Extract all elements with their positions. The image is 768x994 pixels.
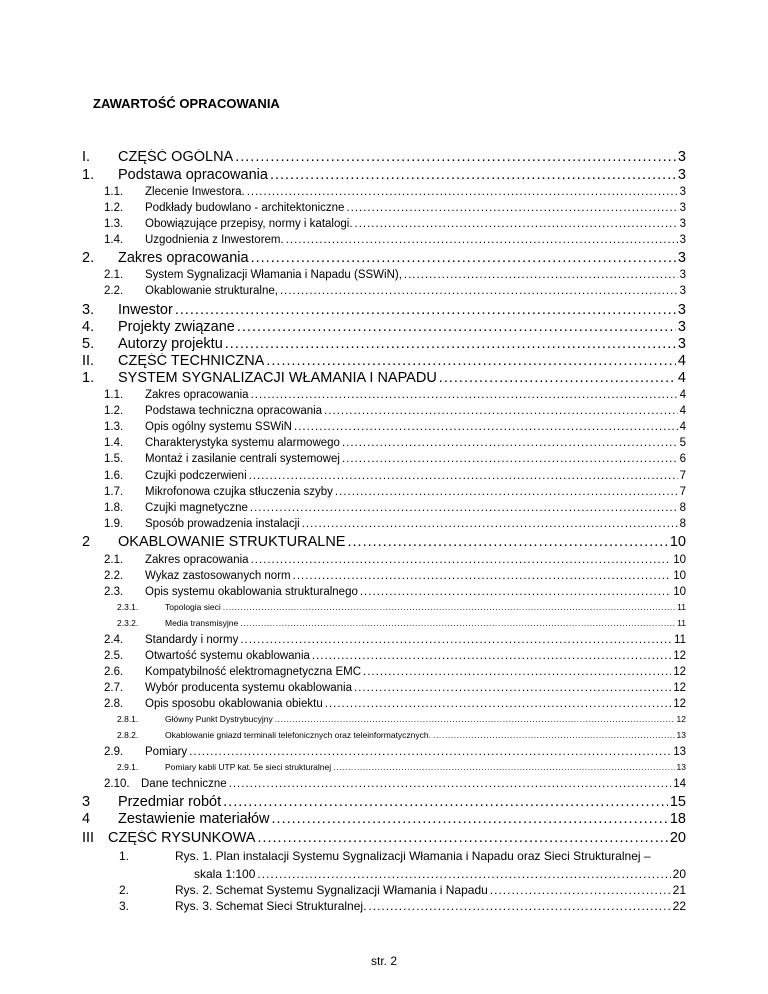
toc-entry-number: 1.4. [104, 234, 124, 246]
toc-entry-title: Media transmisyjne [165, 618, 239, 628]
toc-dot-leader [251, 250, 676, 266]
toc-entry-page-number: 12 [673, 650, 686, 662]
toc-entry-title: skala 1:100 [194, 867, 256, 881]
toc-entry-number: 3. [119, 899, 130, 913]
toc-entry-page-number: 12 [673, 666, 686, 678]
toc-dot-leader [355, 218, 678, 230]
toc-entry-page-number: 7 [679, 486, 686, 498]
toc-entry[interactable] [104, 650, 686, 662]
toc-entry-page-number: 13 [673, 746, 686, 758]
toc-entry-number: 2.10. [104, 778, 130, 790]
toc-entry-number: 1.3. [104, 421, 124, 433]
toc-entry-page-number: 7 [679, 470, 686, 482]
toc-entry-title: Rys. 3. Schemat Sieci Strukturalnej. [175, 899, 367, 913]
toc-entry-number: 2.9. [104, 746, 124, 758]
toc-entry-number: 2.2. [104, 570, 124, 582]
toc-entry[interactable] [82, 336, 686, 352]
toc-entry-title: Rys. 1. Plan instalacji Systemu Sygnalizacji Włamania i Napadu oraz Sieci Strukturalnej – [175, 849, 651, 863]
toc-dot-leader [368, 899, 670, 913]
toc-entry-title: Inwestor [118, 302, 173, 318]
toc-entry-number: 2.8. [104, 698, 124, 710]
toc-dot-leader [293, 570, 672, 582]
toc-dot-leader [439, 370, 676, 386]
toc-entry[interactable] [104, 453, 686, 465]
toc-entry[interactable] [104, 682, 686, 694]
toc-entry-number: 2.7. [104, 682, 124, 694]
toc-dot-leader [225, 336, 676, 352]
toc-entry-page-number: 4 [679, 421, 686, 433]
toc-dot-leader [325, 698, 671, 710]
toc-entry-page-number: 20 [672, 867, 686, 881]
toc-entry-page-number: 15 [669, 794, 686, 810]
toc-entry-title: Opis sposobu okablowania obiektu [145, 698, 323, 710]
toc-dot-leader [347, 534, 667, 550]
toc-dot-leader [250, 502, 678, 514]
toc-entry-page-number: 5 [679, 437, 686, 449]
toc-entry[interactable] [119, 849, 686, 863]
toc-entry-title: Czujki magnetyczne [145, 502, 248, 514]
toc-entry-number: 4 [82, 811, 91, 827]
toc-entry-page-number: 6 [679, 453, 686, 465]
toc-entry-number: 2.3. [104, 586, 124, 598]
toc-dot-leader [346, 202, 677, 214]
toc-entry-page-number: 10 [673, 570, 686, 582]
toc-dot-leader [251, 389, 678, 401]
toc-entry[interactable] [104, 186, 686, 198]
toc-entry-page-number: 4 [677, 353, 686, 369]
toc-entry[interactable] [82, 534, 686, 550]
toc-dot-leader [229, 778, 672, 790]
toc-entry[interactable] [82, 149, 686, 165]
toc-dot-leader [235, 149, 676, 165]
toc-entry-title: Opis systemu okablowania strukturalnego [145, 586, 358, 598]
toc-dot-leader [360, 586, 671, 598]
toc-dot-leader [363, 666, 671, 678]
toc-entry-title: System Sygnalizacji Włamania i Napadu (SSWiN), [145, 269, 402, 281]
toc-entry[interactable] [82, 830, 686, 846]
toc-entry[interactable] [82, 167, 686, 183]
toc-entry[interactable] [104, 470, 686, 482]
toc-entry-page-number: 8 [679, 518, 686, 530]
toc-entry-number: I. [82, 149, 91, 165]
toc-entry-number: 5. [82, 336, 95, 352]
toc-entry-page-number: 22 [672, 899, 686, 913]
toc-dot-leader [294, 421, 678, 433]
toc-entry[interactable] [82, 370, 686, 386]
toc-dot-leader [324, 405, 678, 417]
toc-entry-title: Uzgodnienia z Inwestorem. [145, 234, 284, 246]
toc-entry-number: 1. [119, 849, 130, 863]
toc-entry-title: CZĘŚĆ RYSUNKOWA [108, 830, 256, 846]
toc-entry-number: 2.5. [104, 650, 124, 662]
toc-dot-leader [223, 602, 675, 612]
toc-entry-title: SYSTEM SYGNALIZACJI WŁAMANIA I NAPADU [118, 370, 437, 386]
toc-entry-title: Charakterystyka systemu alarmowego [145, 437, 340, 449]
toc-dot-leader [404, 269, 678, 281]
toc-entry-number: 4. [82, 319, 95, 335]
toc-entry-title: Okablowanie gniazd terminali telefonicznych oraz teleinformatycznych. [165, 730, 431, 740]
toc-entry-page-number: 12 [673, 698, 686, 710]
toc-entry-title: Dane techniczne [141, 778, 227, 790]
toc-dot-leader [175, 302, 676, 318]
toc-entry-page-number: 3 [679, 218, 686, 230]
toc-dot-leader [249, 470, 678, 482]
toc-entry[interactable] [117, 618, 686, 628]
toc-entry-number: 2.3.1. [117, 602, 139, 612]
toc-entry-title: Zakres opracowania [145, 389, 249, 401]
toc-entry[interactable] [104, 405, 686, 417]
toc-entry[interactable] [82, 302, 686, 318]
toc-entry-title: Standardy i normy [145, 634, 239, 646]
toc-dot-leader [189, 746, 671, 758]
toc-dot-leader [240, 634, 672, 646]
toc-dot-leader [333, 762, 674, 772]
toc-entry-page-number: 12 [673, 682, 686, 694]
toc-entry[interactable] [119, 883, 686, 897]
toc-entry[interactable] [119, 867, 686, 881]
toc-entry-page-number: 21 [672, 883, 686, 897]
toc-entry[interactable] [82, 811, 686, 827]
toc-entry[interactable] [104, 586, 686, 598]
toc-entry-page-number: 3 [677, 250, 686, 266]
toc-dot-leader [272, 811, 668, 827]
toc-entry[interactable] [104, 570, 686, 582]
toc-dot-leader [247, 186, 678, 198]
toc-entry-page-number: 3 [679, 202, 686, 214]
toc-dot-leader [275, 714, 675, 724]
toc-entry-number: 2 [82, 534, 91, 550]
toc-entry-title: Topologia sieci [165, 602, 221, 612]
toc-entry[interactable] [104, 698, 686, 710]
toc-entry-number: 2. [119, 883, 130, 897]
toc-entry-title: Wykaz zastosowanych norm [145, 570, 291, 582]
toc-entry-title: Okablowanie strukturalne, [145, 285, 278, 297]
toc-entry-title: OKABLOWANIE STRUKTURALNE [118, 534, 346, 550]
toc-entry[interactable] [104, 634, 686, 646]
toc-entry-number: 3. [82, 302, 95, 318]
toc-entry-title: CZĘŚĆ OGÓLNA [118, 149, 234, 165]
toc-entry[interactable] [104, 234, 686, 246]
toc-entry[interactable] [82, 794, 686, 810]
toc-entry-number: 2. [82, 250, 95, 266]
toc-entry-title: Opis ogólny systemu SSWiN [145, 421, 292, 433]
toc-entry-page-number: 10 [673, 554, 686, 566]
toc-dot-leader [237, 319, 676, 335]
toc-dot-leader [257, 830, 667, 846]
toc-entry[interactable] [104, 437, 686, 449]
toc-entry-title: Obowiązujące przepisy, normy i katalogi. [145, 218, 353, 230]
toc-entry-title: Przedmiar robót [118, 794, 222, 810]
toc-entry-title: Wybór producenta systemu okablowania [145, 682, 353, 694]
toc-entry-title: Zakres opracowania [145, 554, 249, 566]
toc-dot-leader [257, 867, 670, 881]
toc-entry-title: Zakres opracowania [118, 250, 249, 266]
toc-entry-page-number: 3 [677, 302, 686, 318]
toc-entry-page-number: 3 [677, 336, 686, 352]
toc-entry-title: CZĘŚĆ TECHNICZNA [118, 353, 265, 369]
toc-entry-number: 2.1. [104, 269, 124, 281]
toc-dot-leader [342, 453, 678, 465]
toc-entry-title: Czujki podczerwieni [145, 470, 247, 482]
toc-entry-page-number: 3 [677, 319, 686, 335]
toc-entry-number: 1.7. [104, 486, 124, 498]
toc-entry-page-number: 3 [679, 186, 686, 198]
toc-dot-leader [286, 234, 678, 246]
toc-dot-leader [354, 682, 671, 694]
toc-entry-number: 2.6. [104, 666, 124, 678]
toc-entry-number: 1.8. [104, 502, 124, 514]
toc-entry[interactable] [104, 554, 686, 566]
toc-entry[interactable] [104, 502, 686, 514]
toc-entry-title: Rys. 2. Schemat Systemu Sygnalizacji Włamania i Napadu [175, 883, 488, 897]
toc-entry[interactable] [82, 319, 686, 335]
toc-entry[interactable] [104, 486, 686, 498]
toc-entry-number: III [82, 830, 95, 846]
toc-entry[interactable] [117, 730, 686, 740]
toc-entry-page-number: 11 [677, 602, 686, 612]
toc-entry-number: 2.8.2. [117, 730, 139, 740]
toc-entry[interactable] [104, 778, 686, 790]
toc-entry-number: 1. [82, 167, 95, 183]
toc-entry-title: Autorzy projektu [118, 336, 223, 352]
toc-dot-leader [266, 353, 676, 369]
toc-entry[interactable] [104, 202, 686, 214]
toc-entry-number: 2.9.1. [117, 762, 139, 772]
toc-entry-number: 1.1. [104, 389, 124, 401]
toc-entry-page-number: 10 [669, 534, 686, 550]
toc-entry-page-number: 12 [676, 714, 686, 724]
toc-dot-leader [490, 883, 671, 897]
toc-entry-title: Główny Punkt Dystrybucyjny [165, 714, 273, 724]
toc-entry[interactable] [104, 285, 686, 297]
document-title: ZAWARTOŚĆ OPRACOWANIA [93, 96, 280, 111]
toc-entry-page-number: 3 [679, 234, 686, 246]
toc-entry[interactable] [117, 762, 686, 772]
toc-entry[interactable] [104, 269, 686, 281]
toc-entry-number: 2.1. [104, 554, 124, 566]
toc-entry-title: Pomiary [145, 746, 188, 758]
toc-entry-title: Pomiary kabli UTP kat. 5e sieci strukturalnej [165, 762, 332, 772]
toc-entry-page-number: 3 [679, 285, 686, 297]
toc-dot-leader [251, 554, 672, 566]
toc-entry-title: Otwartość systemu okablowania [145, 650, 310, 662]
toc-entry-page-number: 4 [679, 389, 686, 401]
toc-dot-leader [342, 437, 678, 449]
toc-entry-number: 1.1. [104, 186, 124, 198]
toc-entry-page-number: 18 [669, 811, 686, 827]
toc-entry-number: 2.4. [104, 634, 124, 646]
toc-entry-number: 1. [82, 370, 95, 386]
toc-entry[interactable] [117, 714, 686, 724]
page-number-footer: str. 2 [370, 954, 397, 968]
toc-entry-number: II. [82, 353, 95, 369]
toc-entry-page-number: 20 [669, 830, 686, 846]
toc-entry-title: Kompatybilność elektromagnetyczna EMC [145, 666, 362, 678]
toc-entry[interactable] [104, 746, 686, 758]
toc-dot-leader [433, 730, 675, 740]
toc-entry-page-number: 11 [674, 634, 686, 646]
toc-dot-leader [240, 618, 675, 628]
toc-entry-title: Zestawienie materiałów [118, 811, 270, 827]
toc-entry-page-number: 13 [676, 730, 686, 740]
toc-entry-number: 1.5. [104, 453, 124, 465]
toc-entry-title: Podkłady budowlano - architektoniczne [145, 202, 345, 214]
toc-dot-leader [312, 650, 671, 662]
toc-entry-number: 2.8.1. [117, 714, 139, 724]
toc-entry-title: Sposób prowadzenia instalacji [145, 518, 300, 530]
toc-dot-leader [335, 486, 678, 498]
toc-entry-title: Montaż i zasilanie centrali systemowej [145, 453, 340, 465]
toc-dot-leader [280, 285, 678, 297]
toc-entry-page-number: 3 [677, 149, 686, 165]
toc-entry-page-number: 3 [679, 269, 686, 281]
toc-entry-page-number: 13 [676, 762, 686, 772]
toc-entry[interactable] [117, 602, 686, 612]
toc-entry-number: 3 [82, 794, 91, 810]
toc-entry-number: 1.6. [104, 470, 124, 482]
toc-entry-page-number: 3 [677, 167, 686, 183]
toc-entry-number: 1.4. [104, 437, 124, 449]
toc-entry-number: 2.3.2. [117, 618, 139, 628]
toc-entry-page-number: 11 [677, 618, 686, 628]
toc-entry-number: 1.2. [104, 405, 124, 417]
toc-entry[interactable] [104, 421, 686, 433]
toc-entry[interactable] [104, 389, 686, 401]
toc-entry-title: Projekty związane [118, 319, 235, 335]
toc-entry-number: 1.2. [104, 202, 124, 214]
toc-entry-page-number: 10 [673, 586, 686, 598]
toc-entry-title: Podstawa opracowania [118, 167, 268, 183]
toc-entry[interactable] [104, 518, 686, 530]
toc-entry-page-number: 4 [677, 370, 686, 386]
toc-entry-page-number: 8 [679, 502, 686, 514]
toc-dot-leader [302, 518, 678, 530]
toc-dot-leader [270, 167, 676, 183]
toc-entry[interactable] [82, 250, 686, 266]
toc-entry-number: 1.3. [104, 218, 124, 230]
toc-entry-page-number: 14 [673, 778, 686, 790]
toc-entry-page-number: 4 [679, 405, 686, 417]
toc-entry[interactable] [119, 899, 686, 913]
toc-entry-title: Podstawa techniczna opracowania [145, 405, 323, 417]
toc-entry[interactable] [104, 218, 686, 230]
toc-dot-leader [223, 794, 668, 810]
toc-entry-number: 2.2. [104, 285, 124, 297]
toc-entry-number: 1.9. [104, 518, 124, 530]
toc-entry-title: Zlecenie Inwestora. [145, 186, 245, 198]
toc-entry[interactable] [104, 666, 686, 678]
toc-entry-title: Mikrofonowa czujka stłuczenia szyby [145, 486, 333, 498]
toc-entry[interactable] [82, 353, 686, 369]
